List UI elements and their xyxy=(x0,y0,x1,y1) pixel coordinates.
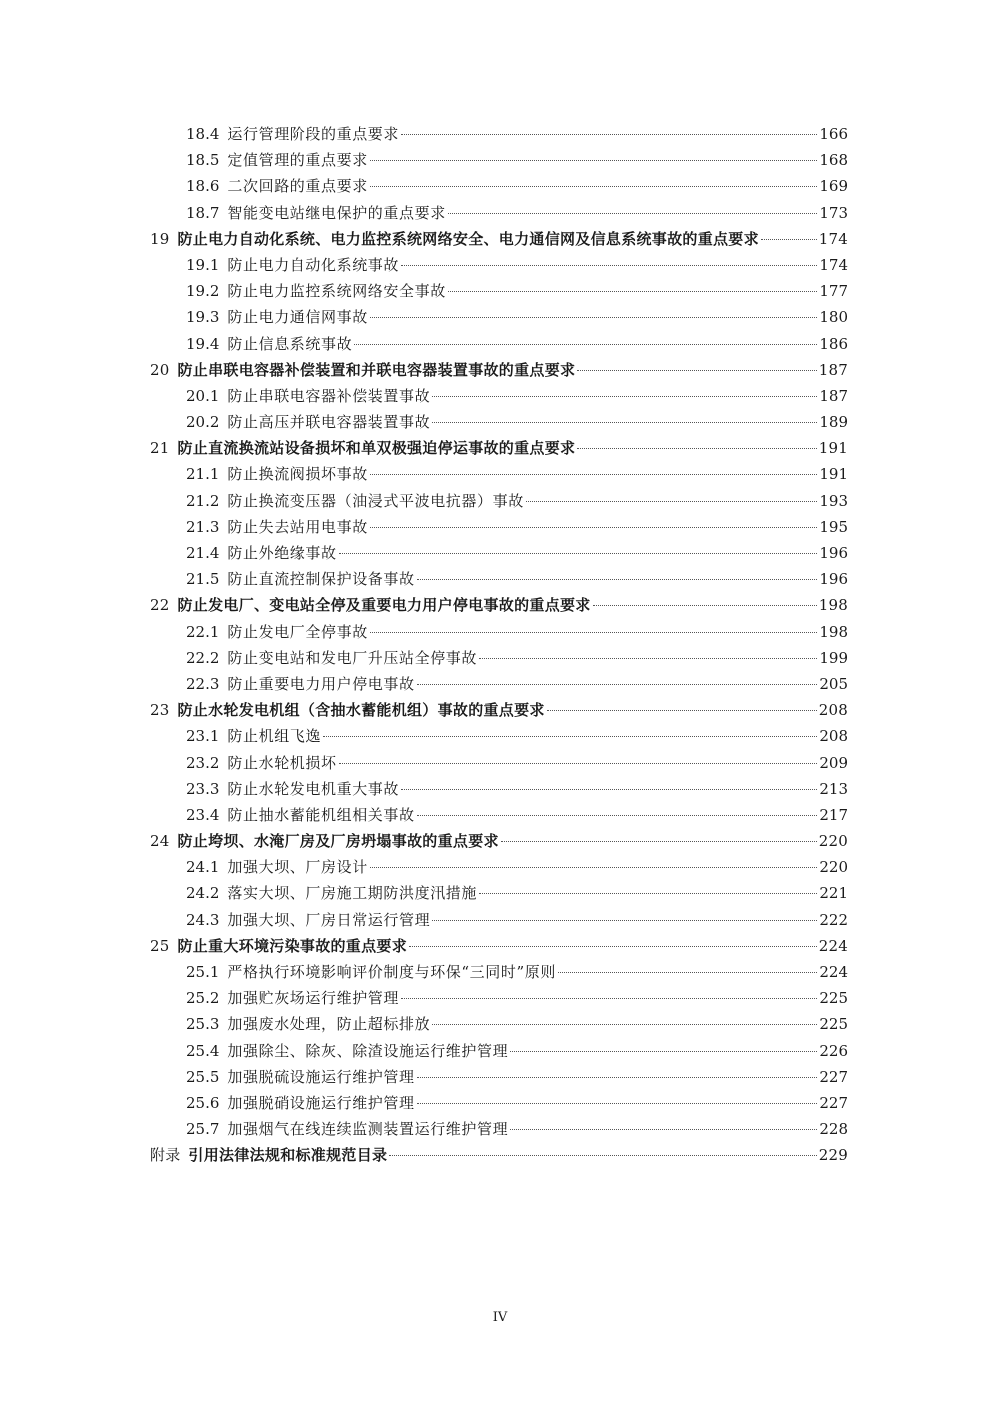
toc-entry-title: 防止电力自动化系统事故 xyxy=(227,255,400,274)
toc-entry-page: 173 xyxy=(819,203,848,222)
toc-entry-title: 加强脱硝设施运行维护管理 xyxy=(227,1093,415,1112)
toc-dot-leader xyxy=(432,920,817,921)
toc-entry-number: 19.4 xyxy=(186,334,220,353)
toc-entry-page: 168 xyxy=(819,151,848,170)
toc-entry-page: 222 xyxy=(819,910,848,929)
toc-dot-leader xyxy=(401,789,817,790)
toc-entry-number: 23.1 xyxy=(186,727,220,746)
toc-dot-leader xyxy=(558,972,817,973)
toc-entry-page: 208 xyxy=(819,727,848,746)
toc-entry-number: 23 xyxy=(150,701,170,720)
toc-dot-leader xyxy=(401,265,817,266)
toc-entry-title: 加强大坝、厂房设计 xyxy=(227,858,368,877)
toc-entry-page: 220 xyxy=(819,858,848,877)
toc-section-entry[interactable] xyxy=(150,514,848,540)
toc-section-entry[interactable] xyxy=(150,252,848,278)
toc-entry-title: 防止变电站和发电厂升压站全停事故 xyxy=(227,648,478,667)
toc-entry-title: 加强除尘、除灰、除渣设施运行维护管理 xyxy=(227,1041,509,1060)
toc-entry-page: 225 xyxy=(819,1015,848,1034)
toc-entry-page: 166 xyxy=(819,125,848,143)
toc-entry-page: 193 xyxy=(819,491,848,510)
toc-dot-leader xyxy=(577,370,816,371)
toc-dot-leader xyxy=(432,396,817,397)
toc-section-entry[interactable] xyxy=(150,331,848,357)
toc-section-entry[interactable] xyxy=(150,147,848,173)
toc-dot-leader xyxy=(354,344,817,345)
toc-dot-leader xyxy=(417,1103,818,1104)
table-of-contents xyxy=(150,121,848,1169)
toc-entry-page: 198 xyxy=(818,596,848,615)
toc-dot-leader xyxy=(401,998,817,999)
toc-section-entry[interactable] xyxy=(150,671,848,697)
toc-section-entry[interactable] xyxy=(150,985,848,1011)
toc-entry-number: 18.4 xyxy=(186,125,220,143)
toc-entry-page: 221 xyxy=(819,884,848,903)
toc-entry-number: 21.5 xyxy=(186,570,220,589)
toc-entry-page: 198 xyxy=(819,622,848,641)
toc-entry-page: 174 xyxy=(819,255,848,274)
toc-entry-page: 224 xyxy=(818,936,848,955)
toc-section-entry[interactable] xyxy=(150,645,848,671)
toc-dot-leader xyxy=(479,658,817,659)
toc-dot-leader xyxy=(370,527,818,528)
toc-entry-number: 25.2 xyxy=(186,989,220,1008)
toc-dot-leader xyxy=(417,1077,818,1078)
toc-entry-page: 217 xyxy=(819,805,848,824)
toc-section-entry[interactable] xyxy=(150,802,848,828)
toc-entry-title: 防止发电厂全停事故 xyxy=(227,622,368,641)
toc-chapter-entry[interactable] xyxy=(150,1142,848,1168)
toc-entry-title: 防止水轮机损坏 xyxy=(227,753,337,772)
toc-entry-title: 防止串联电容器补偿装置和并联电容器装置事故的重点要求 xyxy=(177,360,576,379)
toc-entry-page: 187 xyxy=(819,386,848,405)
toc-entry-page: 174 xyxy=(818,229,848,248)
toc-section-entry[interactable] xyxy=(150,278,848,304)
toc-dot-leader xyxy=(370,186,818,187)
toc-entry-title: 智能变电站继电保护的重点要求 xyxy=(227,203,446,222)
toc-entry-title: 防止抽水蓄能机组相关事故 xyxy=(227,805,415,824)
toc-entry-number: 19.2 xyxy=(186,282,220,301)
toc-entry-number: 18.5 xyxy=(186,151,220,170)
toc-entry-title: 运行管理阶段的重点要求 xyxy=(227,125,400,143)
toc-entry-page: 205 xyxy=(819,674,848,693)
toc-entry-number: 附录 xyxy=(150,1146,181,1165)
toc-entry-title: 防止换流阀损坏事故 xyxy=(227,465,368,484)
toc-section-entry[interactable] xyxy=(150,1064,848,1090)
toc-entry-page: 209 xyxy=(819,753,848,772)
toc-section-entry[interactable] xyxy=(150,383,848,409)
toc-entry-number: 24 xyxy=(150,832,170,851)
toc-entry-title: 落实大坝、厂房施工期防洪度汛措施 xyxy=(227,884,478,903)
toc-dot-leader xyxy=(577,448,816,449)
toc-entry-page: 191 xyxy=(818,439,848,458)
toc-section-entry[interactable] xyxy=(150,776,848,802)
toc-section-entry[interactable] xyxy=(150,540,848,566)
toc-entry-page: 224 xyxy=(819,963,848,981)
toc-section-entry[interactable] xyxy=(150,121,848,147)
toc-entry-title: 引用法律法规和标准规范目录 xyxy=(188,1146,388,1165)
toc-section-entry[interactable] xyxy=(150,750,848,776)
toc-entry-number: 18.6 xyxy=(186,177,220,196)
toc-entry-number: 21.4 xyxy=(186,544,220,562)
toc-dot-leader xyxy=(417,684,818,685)
toc-entry-number: 23.2 xyxy=(186,753,220,772)
toc-entry-title: 加强烟气在线连续监测装置运行维护管理 xyxy=(227,1120,509,1139)
toc-dot-leader xyxy=(417,579,818,580)
toc-entry-number: 19.1 xyxy=(186,255,220,274)
toc-entry-title: 防止换流变压器（油浸式平波电抗器）事故 xyxy=(227,491,524,510)
toc-section-entry[interactable] xyxy=(150,461,848,487)
toc-entry-title: 定值管理的重点要求 xyxy=(227,151,368,170)
toc-dot-leader xyxy=(323,736,817,737)
toc-entry-number: 22.3 xyxy=(186,674,220,693)
toc-entry-page: 169 xyxy=(819,177,848,196)
toc-dot-leader xyxy=(417,815,818,816)
toc-entry-page: 189 xyxy=(819,413,848,432)
toc-entry-number: 24.1 xyxy=(186,858,220,877)
toc-entry-page: 213 xyxy=(819,779,848,798)
toc-entry-page: 195 xyxy=(819,517,848,536)
toc-entry-title: 加强贮灰场运行维护管理 xyxy=(227,989,400,1008)
toc-entry-page: 177 xyxy=(819,282,848,301)
toc-entry-number: 23.4 xyxy=(186,805,220,824)
toc-entry-title: 二次回路的重点要求 xyxy=(227,177,368,196)
toc-section-entry[interactable] xyxy=(150,200,848,226)
toc-entry-number: 19 xyxy=(150,229,170,248)
toc-entry-title: 加强大坝、厂房日常运行管理 xyxy=(227,910,431,929)
toc-dot-leader xyxy=(370,474,818,475)
toc-dot-leader xyxy=(448,291,818,292)
toc-entry-page: 196 xyxy=(819,570,848,589)
toc-dot-leader xyxy=(432,1024,817,1025)
toc-dot-leader xyxy=(501,841,817,842)
toc-section-entry[interactable] xyxy=(150,619,848,645)
toc-section-entry[interactable] xyxy=(150,304,848,330)
toc-entry-number: 21.1 xyxy=(186,465,220,484)
toc-dot-leader xyxy=(409,946,817,947)
toc-entry-title: 防止重要电力用户停电事故 xyxy=(227,674,415,693)
toc-entry-number: 21.2 xyxy=(186,491,220,510)
toc-dot-leader xyxy=(370,867,818,868)
toc-entry-page: 199 xyxy=(819,648,848,667)
toc-entry-number: 25.5 xyxy=(186,1067,220,1086)
toc-dot-leader xyxy=(547,710,817,711)
toc-entry-number: 21 xyxy=(150,439,170,458)
toc-entry-number: 18.7 xyxy=(186,203,220,222)
toc-dot-leader xyxy=(510,1051,817,1052)
toc-section-entry[interactable] xyxy=(150,488,848,514)
toc-entry-number: 20.2 xyxy=(186,413,220,432)
toc-section-entry[interactable] xyxy=(150,409,848,435)
toc-section-entry[interactable] xyxy=(150,173,848,199)
toc-entry-page: 180 xyxy=(819,308,848,327)
toc-entry-title: 防止直流换流站设备损坏和单双极强迫停运事故的重点要求 xyxy=(177,439,576,458)
toc-entry-page: 208 xyxy=(818,701,848,720)
toc-dot-leader xyxy=(370,160,818,161)
toc-entry-title: 防止直流控制保护设备事故 xyxy=(227,570,415,589)
toc-entry-title: 防止电力通信网事故 xyxy=(227,308,368,327)
toc-entry-title: 加强脱硫设施运行维护管理 xyxy=(227,1067,415,1086)
toc-entry-title: 防止重大环境污染事故的重点要求 xyxy=(177,936,408,955)
toc-entry-title: 防止机组飞逸 xyxy=(227,727,322,746)
toc-entry-number: 25.4 xyxy=(186,1041,220,1060)
toc-entry-number: 25.1 xyxy=(186,963,220,981)
toc-chapter-entry[interactable] xyxy=(150,226,848,252)
toc-chapter-entry[interactable] xyxy=(150,933,848,959)
toc-dot-leader xyxy=(510,1129,817,1130)
toc-chapter-entry[interactable] xyxy=(150,697,848,723)
toc-entry-page: 228 xyxy=(819,1120,848,1139)
toc-section-entry[interactable] xyxy=(150,566,848,592)
page-number: IV xyxy=(492,1310,508,1325)
toc-section-entry[interactable] xyxy=(150,1011,848,1037)
toc-dot-leader xyxy=(370,317,818,318)
toc-entry-number: 25 xyxy=(150,936,170,955)
toc-entry-number: 24.2 xyxy=(186,884,220,903)
toc-entry-number: 22 xyxy=(150,596,170,615)
toc-entry-page: 187 xyxy=(818,360,848,379)
toc-entry-number: 22.1 xyxy=(186,622,220,641)
toc-entry-title: 防止失去站用电事故 xyxy=(227,517,368,536)
toc-section-entry[interactable] xyxy=(150,880,848,906)
toc-dot-leader xyxy=(339,553,818,554)
toc-entry-page: 225 xyxy=(819,989,848,1008)
toc-entry-number: 25.7 xyxy=(186,1120,220,1139)
toc-entry-title: 防止外绝缘事故 xyxy=(227,544,337,562)
toc-entry-number: 19.3 xyxy=(186,308,220,327)
toc-entry-title: 防止水轮发电机重大事故 xyxy=(227,779,400,798)
toc-entry-title: 加强废水处理，防止超标排放 xyxy=(227,1015,431,1034)
toc-entry-number: 24.3 xyxy=(186,910,220,929)
toc-entry-title: 防止发电厂、变电站全停及重要电力用户停电事故的重点要求 xyxy=(177,596,591,615)
toc-entry-page: 226 xyxy=(819,1041,848,1060)
toc-chapter-entry[interactable] xyxy=(150,435,848,461)
toc-chapter-entry[interactable] xyxy=(150,828,848,854)
toc-dot-leader xyxy=(370,632,818,633)
toc-entry-title: 防止串联电容器补偿装置事故 xyxy=(227,386,431,405)
toc-section-entry[interactable] xyxy=(150,1090,848,1116)
toc-section-entry[interactable] xyxy=(150,1116,848,1142)
toc-entry-number: 22.2 xyxy=(186,648,220,667)
toc-entry-page: 186 xyxy=(819,334,848,353)
toc-entry-title: 防止信息系统事故 xyxy=(227,334,353,353)
toc-entry-number: 21.3 xyxy=(186,517,220,536)
toc-entry-page: 191 xyxy=(819,465,848,484)
toc-dot-leader xyxy=(432,422,817,423)
toc-section-entry[interactable] xyxy=(150,907,848,933)
toc-entry-page: 196 xyxy=(819,544,848,562)
toc-dot-leader xyxy=(401,134,817,135)
toc-chapter-entry[interactable] xyxy=(150,592,848,618)
toc-entry-title: 防止水轮发电机组（含抽水蓄能机组）事故的重点要求 xyxy=(177,701,545,720)
toc-section-entry[interactable] xyxy=(150,1038,848,1064)
toc-dot-leader xyxy=(479,893,817,894)
toc-entry-title: 防止垮坝、水淹厂房及厂房坍塌事故的重点要求 xyxy=(177,832,499,851)
toc-dot-leader xyxy=(593,605,817,606)
toc-entry-page: 220 xyxy=(818,832,848,851)
toc-section-entry[interactable] xyxy=(150,959,848,985)
toc-dot-leader xyxy=(389,1155,816,1156)
toc-entry-title: 防止高压并联电容器装置事故 xyxy=(227,413,431,432)
toc-chapter-entry[interactable] xyxy=(150,357,848,383)
toc-entry-page: 227 xyxy=(819,1067,848,1086)
toc-dot-leader xyxy=(448,213,818,214)
toc-entry-title: 防止电力自动化系统、电力监控系统网络安全、电力通信网及信息系统事故的重点要求 xyxy=(177,229,759,248)
toc-entry-title: 防止电力监控系统网络安全事故 xyxy=(227,282,446,301)
toc-entry-number: 25.3 xyxy=(186,1015,220,1034)
toc-entry-number: 20.1 xyxy=(186,386,220,405)
toc-dot-leader xyxy=(761,239,817,240)
toc-entry-page: 227 xyxy=(819,1093,848,1112)
toc-entry-number: 23.3 xyxy=(186,779,220,798)
toc-section-entry[interactable] xyxy=(150,854,848,880)
toc-entry-page: 229 xyxy=(818,1146,848,1165)
toc-entry-number: 25.6 xyxy=(186,1093,220,1112)
toc-dot-leader xyxy=(339,763,818,764)
toc-dot-leader xyxy=(526,501,818,502)
toc-entry-number: 20 xyxy=(150,360,170,379)
toc-entry-title: 严格执行环境影响评价制度与环保“三同时”原则 xyxy=(227,963,556,981)
toc-section-entry[interactable] xyxy=(150,723,848,749)
